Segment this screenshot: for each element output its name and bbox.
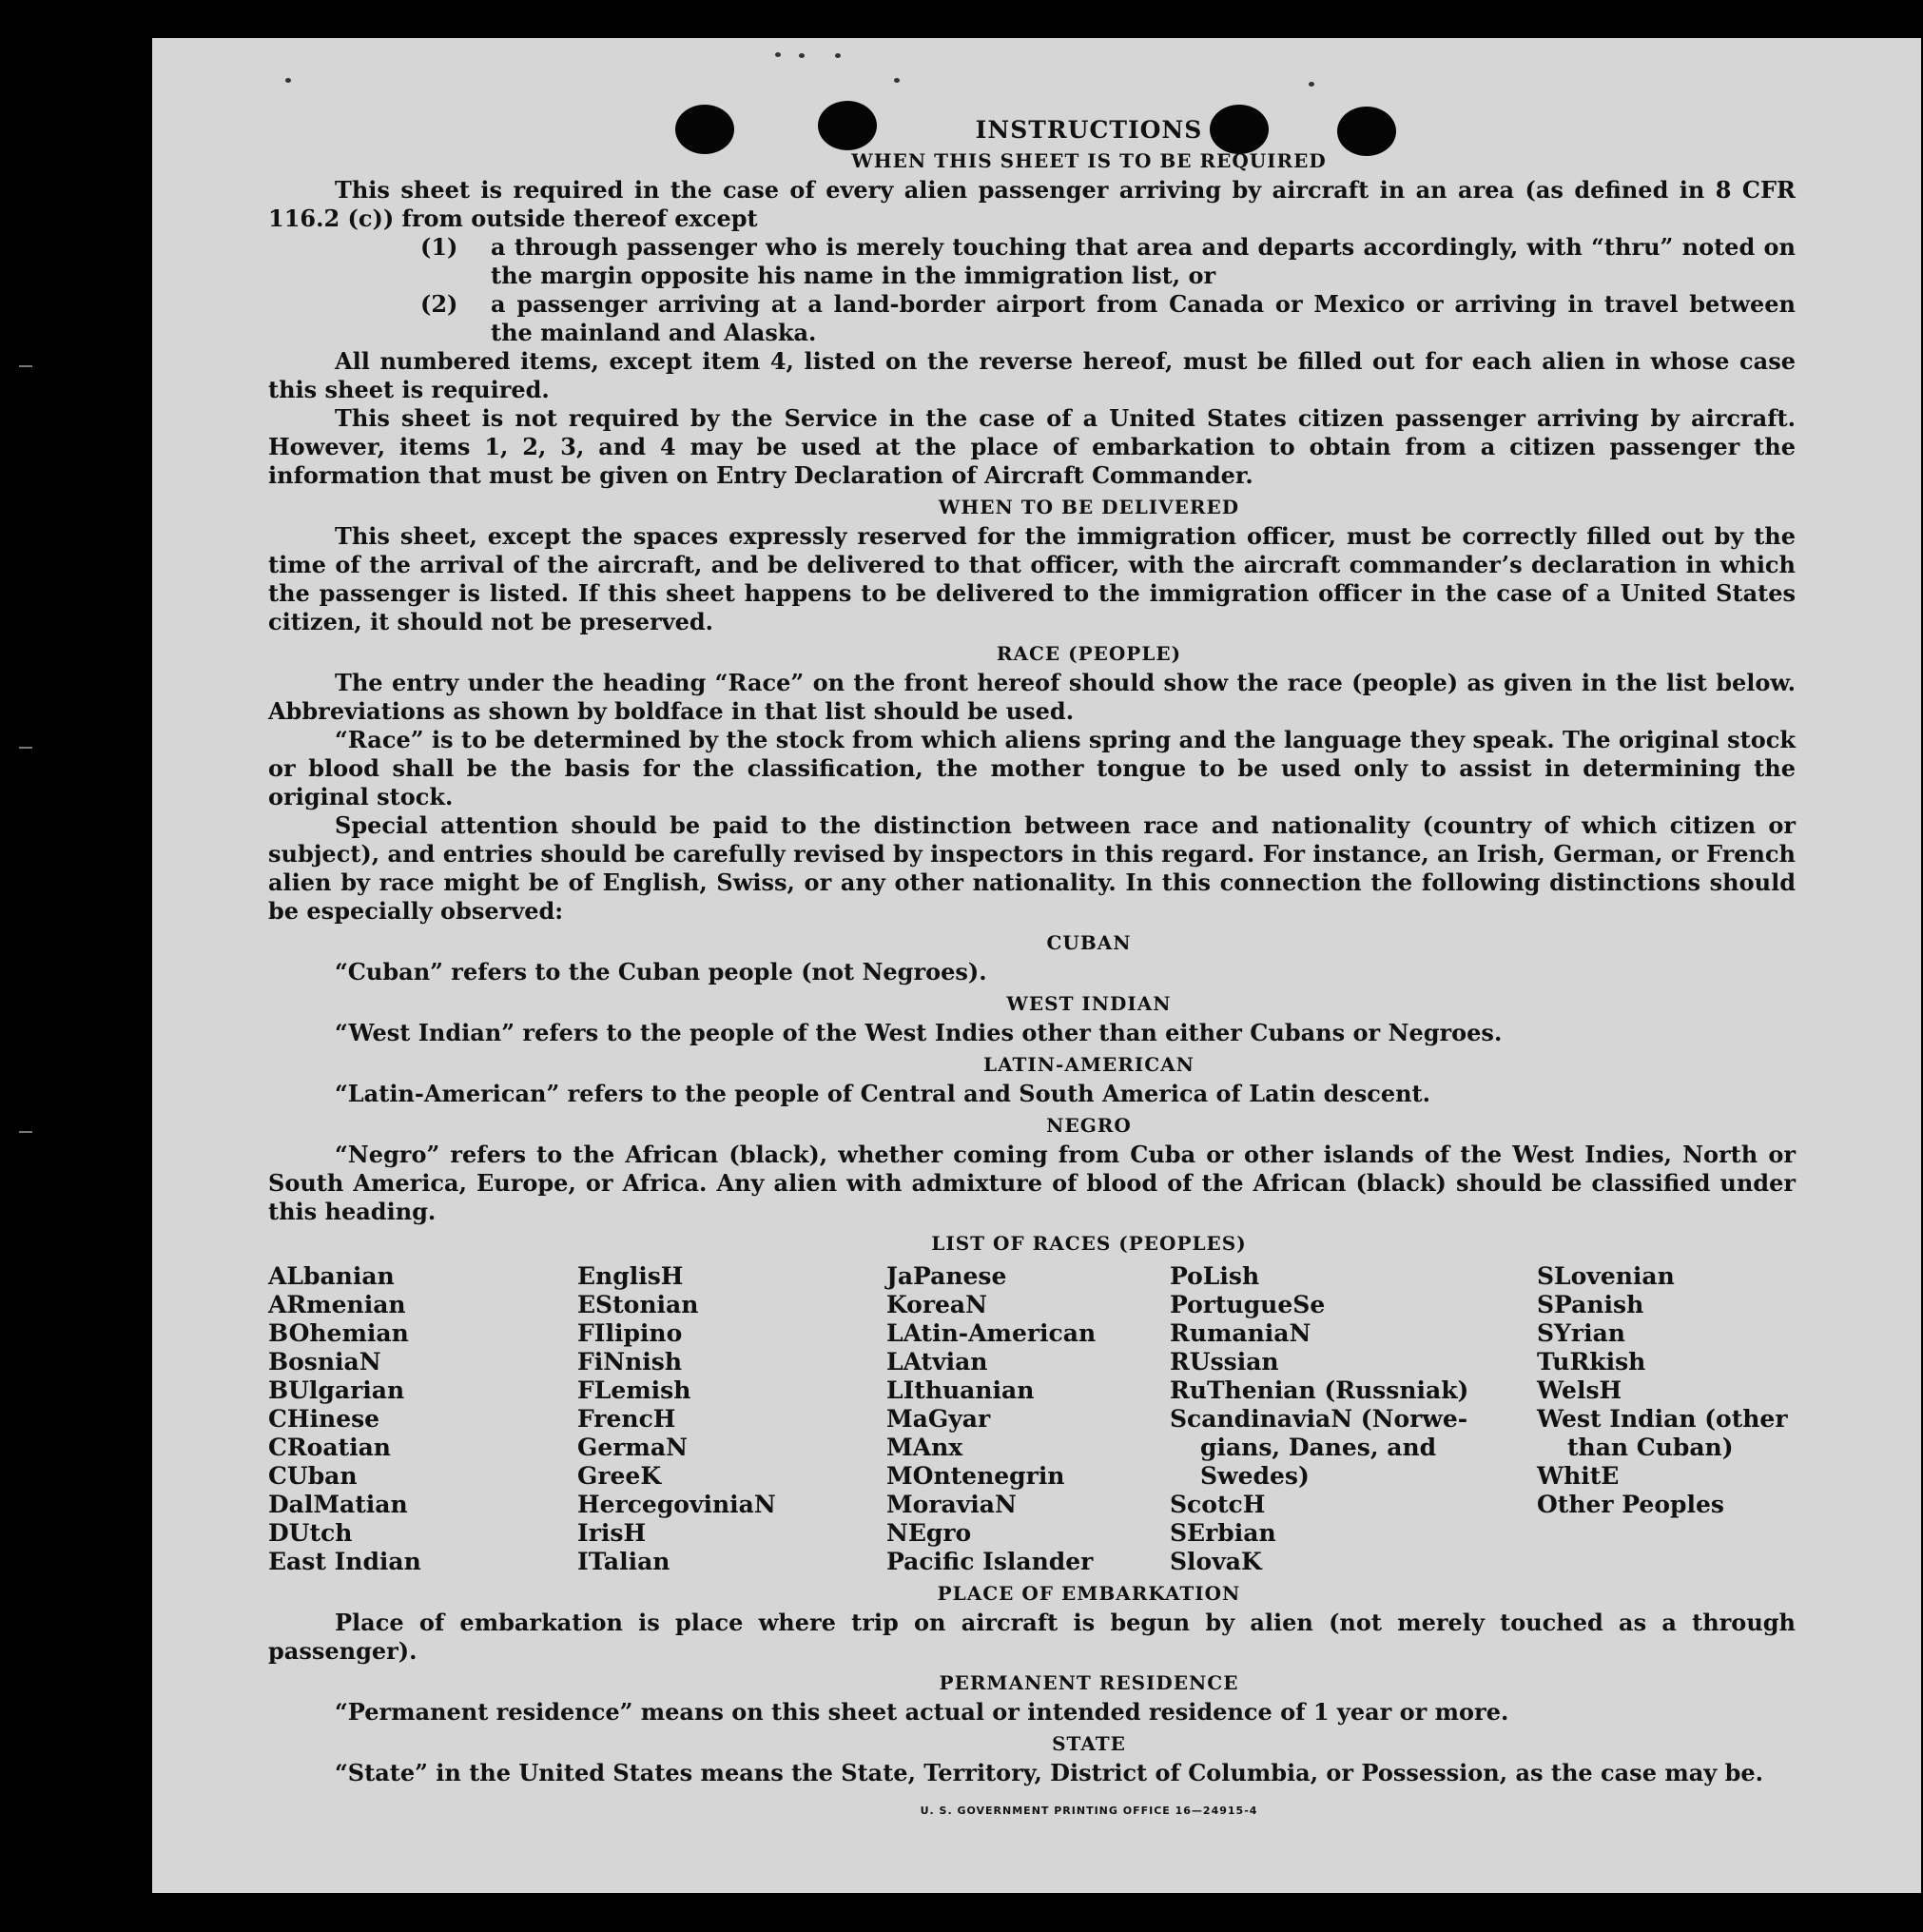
race-entry: GreeK — [577, 1462, 662, 1490]
paragraph: This sheet, except the spaces expressly reserved for the immigration officer, must be correctly filled out by the time of the arrival of the aircraft, and be delivered to that officer, with the aircraft commander’s declaration in which the passenger is listed. If this sheet happens to be delivered to the immigration officer in the case of a United States citizen, it should not be preserved. — [268, 522, 1796, 635]
item-number: (1) — [420, 233, 458, 261]
paragraph: “Cuban” refers to the Cuban people (not Negroes). — [335, 958, 987, 986]
race-entry: CUban — [268, 1462, 358, 1490]
section-heading-race: RACE (PEOPLE) — [996, 642, 1182, 665]
section-heading-west-indian: WEST INDIAN — [1006, 992, 1172, 1015]
race-entry: LAtvian — [886, 1348, 988, 1376]
race-entry: WhitE — [1537, 1462, 1620, 1490]
item-number: (2) — [420, 290, 458, 318]
page-title: INSTRUCTIONS — [975, 116, 1203, 144]
race-entry: NEgro — [886, 1519, 972, 1547]
race-entry: MaGyar — [886, 1405, 991, 1433]
race-column — [577, 1262, 886, 1576]
section-heading-negro: NEGRO — [1046, 1114, 1132, 1137]
edge-mark — [19, 365, 32, 367]
race-entry: DalMatian — [268, 1491, 408, 1518]
race-entry: SLovenian — [1537, 1262, 1675, 1290]
section-heading-list-of-races: LIST OF RACES (PEOPLES) — [931, 1232, 1247, 1255]
race-entry: ALbanian — [268, 1262, 395, 1290]
race-entry: WelsH — [1537, 1376, 1622, 1404]
race-entry: Swedes) — [1200, 1462, 1310, 1490]
race-entry: BOhemian — [268, 1319, 409, 1347]
paragraph: The entry under the heading “Race” on the front hereof should show the race (people) as given in the list below. Abbreviations as shown by boldface in that list should be used. — [268, 669, 1796, 725]
race-entry: East Indian — [268, 1548, 421, 1575]
race-entry: JaPanese — [886, 1262, 1007, 1290]
numbered-item — [420, 233, 1796, 290]
race-entry: RuThenian (Russniak) — [1170, 1376, 1469, 1404]
paragraph: This sheet is not required by the Service in the case of a United States citizen passenger arriving by aircraft. However, items 1, 2, 3, and 4 may be used at the place of embarkation to obtain from a citizen passenger the information that must be given on Entry Declaration of Aircraft Commander. — [268, 404, 1796, 489]
race-entry: CRoatian — [268, 1434, 391, 1461]
race-entry: FrencH — [577, 1405, 676, 1433]
race-entry: MAnx — [886, 1434, 963, 1461]
edge-mark — [19, 747, 32, 749]
instructions-text — [268, 116, 1796, 1817]
race-entry: MoraviaN — [886, 1491, 1017, 1518]
race-entry: SlovaK — [1170, 1548, 1262, 1575]
race-entry: FiNnish — [577, 1348, 683, 1376]
race-entry: EStonian — [577, 1291, 699, 1318]
race-entry: Pacific Islander — [886, 1548, 1094, 1575]
race-entry: TuRkish — [1537, 1348, 1646, 1376]
paragraph: “West Indian” refers to the people of the West Indies other than either Cubans or Negroes. — [335, 1019, 1503, 1046]
speck — [894, 78, 900, 83]
race-entry: EnglisH — [577, 1262, 684, 1290]
paragraph: “Race” is to be determined by the stock from which aliens spring and the language they speak. The original stock or blood shall be the basis for the classification, the mother tongue to be used only to assist in determining the original stock. — [268, 726, 1796, 810]
section-heading-cuban: CUBAN — [1046, 931, 1132, 954]
race-entry: than Cuban) — [1567, 1434, 1734, 1461]
race-list — [268, 1262, 1796, 1576]
race-entry: SPanish — [1537, 1291, 1644, 1318]
race-entry: ITalian — [577, 1548, 670, 1575]
speck — [1309, 82, 1314, 87]
race-column — [1170, 1262, 1537, 1576]
item-text: a passenger arriving at a land-border airport from Canada or Mexico or arriving in travel between the mainland and Alaska. — [491, 290, 1796, 346]
paragraph: All numbered items, except item 4, listed on the reverse hereof, must be filled out for each alien in whose case this sheet is required. — [268, 347, 1796, 403]
speck — [835, 53, 841, 58]
race-entry: DUtch — [268, 1519, 353, 1547]
section-heading-residence: PERMANENT RESIDENCE — [939, 1671, 1239, 1694]
race-entry: ScandinaviaN (Norwe- — [1170, 1405, 1468, 1433]
race-column — [886, 1262, 1170, 1576]
race-column — [268, 1262, 577, 1576]
section-heading-latin-american: LATIN-AMERICAN — [983, 1053, 1195, 1076]
paragraph: “State” in the United States means the State, Territory, District of Columbia, or Possession, as the case may be. — [335, 1759, 1763, 1786]
race-entry: FLemish — [577, 1376, 691, 1404]
section-heading-required: WHEN THIS SHEET IS TO BE REQUIRED — [851, 149, 1327, 172]
race-column — [1537, 1262, 1796, 1576]
paragraph: This sheet is required in the case of every alien passenger arriving by aircraft in an area (as defined in 8 CFR 116.2 (c)) from outside thereof except — [268, 176, 1796, 232]
race-entry: BUlgarian — [268, 1376, 405, 1404]
section-heading-state: STATE — [1052, 1732, 1126, 1755]
speck — [799, 53, 805, 58]
race-entry: BosniaN — [268, 1348, 381, 1376]
paragraph: Place of embarkation is place where trip on aircraft is begun by alien (not merely touched as a through passenger). — [268, 1609, 1796, 1665]
speck — [285, 78, 291, 83]
paragraph: “Latin-American” refers to the people of Central and South America of Latin descent. — [335, 1080, 1430, 1107]
race-entry: ARmenian — [268, 1291, 406, 1318]
race-entry: gians, Danes, and — [1200, 1434, 1437, 1461]
paragraph: “Permanent residence” means on this sheet actual or intended residence of 1 year or more. — [335, 1698, 1509, 1726]
race-entry: HercegoviniaN — [577, 1491, 776, 1518]
paragraph: Special attention should be paid to the distinction between race and nationality (country of which citizen or subject), and entries should be carefully revised by inspectors in this regard. For instance, an Irish, German, or French alien by race might be of English, Swiss, or any other nationality. In this connection the following distinctions should be especially observed: — [268, 811, 1796, 925]
race-entry: RUssian — [1170, 1348, 1279, 1376]
race-entry: FIlipino — [577, 1319, 683, 1347]
race-entry: GermaN — [577, 1434, 688, 1461]
speck — [775, 52, 781, 57]
race-entry: SErbian — [1170, 1519, 1276, 1547]
paragraph: “Negro” refers to the African (black), whether coming from Cuba or other islands of the West Indies, North or South America, Europe, or Africa. Any alien with admixture of blood of the African (black) should be classified under this heading. — [268, 1141, 1796, 1225]
section-heading-delivered: WHEN TO BE DELIVERED — [938, 496, 1240, 518]
section-heading-embarkation: PLACE OF EMBARKATION — [937, 1582, 1241, 1605]
race-entry: MOntenegrin — [886, 1462, 1065, 1490]
race-entry: SYrian — [1537, 1319, 1625, 1347]
race-entry: PoLish — [1170, 1262, 1260, 1290]
race-entry: CHinese — [268, 1405, 380, 1433]
race-entry: West Indian (other — [1537, 1405, 1788, 1433]
item-text: a through passenger who is merely touching that area and departs accordingly, with “thru” noted on the margin opposite his name in the immigration list, or — [491, 233, 1796, 289]
race-entry: PortugueSe — [1170, 1291, 1326, 1318]
race-entry: ScotcH — [1170, 1491, 1266, 1518]
race-entry: IrisH — [577, 1519, 647, 1547]
numbered-item — [420, 290, 1796, 347]
race-entry: LAtin-American — [886, 1319, 1097, 1347]
race-entry: LIthuanian — [886, 1376, 1035, 1404]
edge-mark — [19, 1131, 32, 1133]
printer-imprint: U. S. GOVERNMENT PRINTING OFFICE 16—24915-4 — [920, 1805, 1258, 1817]
race-entry: Other Peoples — [1537, 1491, 1724, 1518]
race-entry: KoreaN — [886, 1291, 987, 1318]
race-entry: RumaniaN — [1170, 1319, 1311, 1347]
